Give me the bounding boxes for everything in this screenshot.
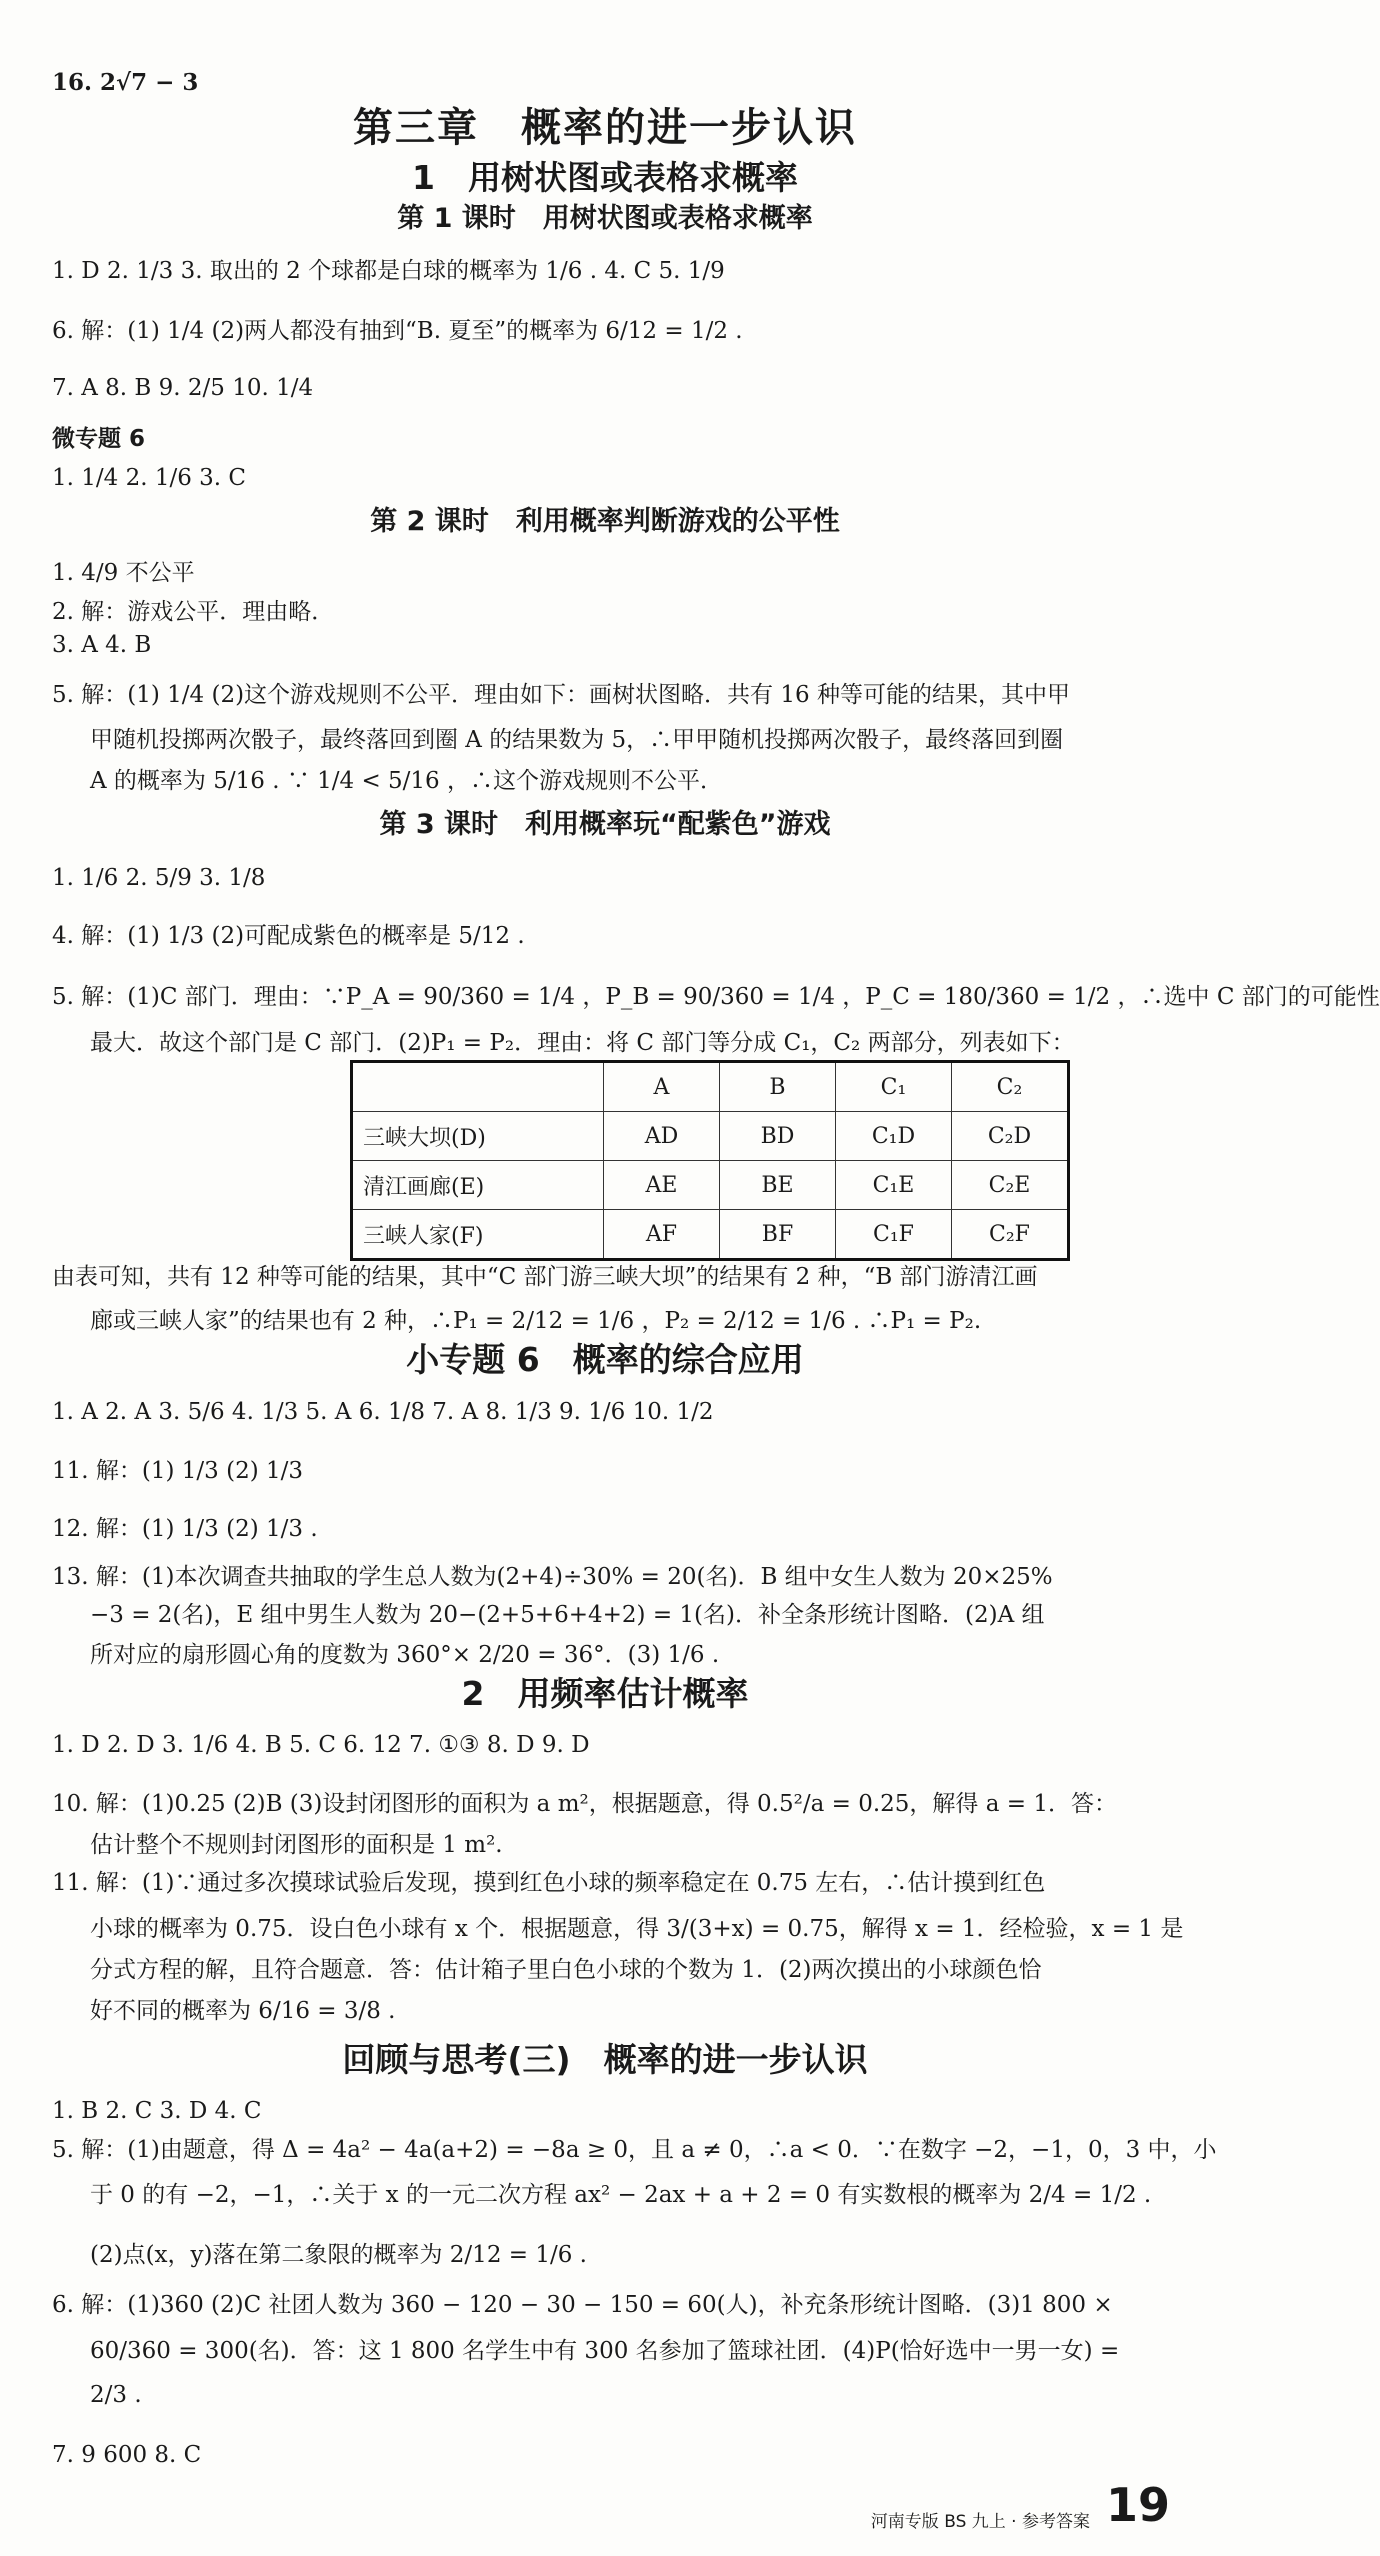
- topic-title: 小专题 6 概率的综合应用: [406, 1340, 804, 1379]
- table-row: [352, 1161, 1069, 1210]
- table-cell: 三峡大坝(D): [352, 1112, 604, 1161]
- answer-line: 11. 解：(1)∵通过多次摸球试验后发现，摸到红色小球的频率稳定在 0.75 左右，∴估计摸到红色: [52, 1870, 1046, 1896]
- chapter-title: 第三章 概率的进一步认识: [353, 105, 857, 151]
- answer-line: 5. 解：(1) 1/4 (2)这个游戏规则不公平．理由如下：画树状图略．共有 16 种等可能的结果，其中甲: [52, 682, 1070, 708]
- table-cell: A: [604, 1062, 720, 1112]
- answer-line: 5. 解：(1)C 部门．理由：∵P_A = 90/360 = 1/4 ，P_B = 90/360 = 1/4 ，P_C = 180/360 = 1/2 ，∴选中 C 部门的可能性: [52, 984, 1380, 1010]
- answer-line: 最大．故这个部门是 C 部门．(2)P₁ = P₂．理由：将 C 部门等分成 C₁，C₂ 两部分，列表如下：: [90, 1030, 1075, 1056]
- answer-line: 小球的概率为 0.75．设白色小球有 x 个．根据题意，得 3/(3+x) = 0.75，解得 x = 1．经检验，x = 1 是: [90, 1916, 1184, 1942]
- answer-line: (2)点(x，y)落在第二象限的概率为 2/12 = 1/6 .: [90, 2242, 587, 2268]
- table-cell: C₁: [836, 1062, 952, 1112]
- answer-line: 1. D 2. D 3. 1/6 4. B 5. C 6. 12 7. ①③ 8. D 9. D: [52, 1732, 590, 1758]
- table-cell: C₂D: [952, 1112, 1069, 1161]
- answer-line: −3 = 2(名)，E 组中男生人数为 20−(2+5+6+4+2) = 1(名)．补全条形统计图略．(2)A 组: [90, 1602, 1045, 1628]
- table-cell: C₁E: [836, 1161, 952, 1210]
- table-row: [352, 1062, 1069, 1112]
- answer-line: 1. 1/4 2. 1/6 3. C: [52, 465, 247, 491]
- table-cell: C₂E: [952, 1161, 1069, 1210]
- lesson-title: 第 1 课时 用树状图或表格求概率: [397, 203, 813, 234]
- answer-line: 分式方程的解，且符合题意．答：估计箱子里白色小球的个数为 1．(2)两次摸出的小球颜色恰: [90, 1957, 1042, 1983]
- page-number: 19: [1105, 2478, 1170, 2532]
- answer-line: A 的概率为 5/16 . ∵ 1/4 < 5/16 ，∴这个游戏规则不公平．: [90, 768, 723, 794]
- table-cell: BE: [720, 1161, 836, 1210]
- table-row: [352, 1112, 1069, 1161]
- answer-line: 1. B 2. C 3. D 4. C: [52, 2098, 262, 2124]
- answer-line: 12. 解：(1) 1/3 (2) 1/3 .: [52, 1516, 318, 1542]
- answer-line: 由表可知，共有 12 种等可能的结果，其中“C 部门游三峡大坝”的结果有 2 种，“B 部门游清江画: [52, 1264, 1038, 1290]
- table-cell: [352, 1062, 604, 1112]
- answer-line: 3. A 4. B: [52, 632, 152, 658]
- answer-line: 16. 2√7 − 3: [52, 69, 199, 96]
- answer-line: 2/3 .: [90, 2382, 142, 2408]
- pairing-table: [350, 1060, 1070, 1261]
- answer-line: 4. 解：(1) 1/3 (2)可配成紫色的概率是 5/12 .: [52, 923, 525, 949]
- answer-line: 1. 4/9 不公平: [52, 560, 195, 586]
- section-title: 1 用树状图或表格求概率: [412, 158, 798, 197]
- answer-line: 于 0 的有 −2，−1，∴关于 x 的一元二次方程 ax² − 2ax + a + 2 = 0 有实数根的概率为 2/4 = 1/2 .: [90, 2182, 1152, 2208]
- footer-text: 河南专版 BS 九上 · 参考答案: [870, 2512, 1090, 2532]
- answer-line: 10. 解：(1)0.25 (2)B (3)设封闭图形的面积为 a m²，根据题意，得 0.5²/a = 0.25，解得 a = 1．答：: [52, 1791, 1117, 1817]
- table-cell: C₁D: [836, 1112, 952, 1161]
- lesson-title: 第 3 课时 利用概率玩“配紫色”游戏: [379, 809, 831, 840]
- answer-line: 廊或三峡人家”的结果也有 2 种，∴P₁ = 2/12 = 1/6 ，P₂ = 2/12 = 1/6 . ∴P₁ = P₂.: [90, 1308, 982, 1334]
- answer-line: 7. 9 600 8. C: [52, 2442, 202, 2468]
- answer-line: 1. D 2. 1/3 3. 取出的 2 个球都是白球的概率为 1/6 . 4. C 5. 1/9: [52, 258, 725, 284]
- table-cell: 三峡人家(F): [352, 1210, 604, 1260]
- answer-line: 好不同的概率为 6/16 = 3/8 .: [90, 1998, 396, 2024]
- section-title: 2 用频率估计概率: [461, 1674, 749, 1713]
- answer-line: 估计整个不规则封闭图形的面积是 1 m².: [90, 1832, 503, 1858]
- table-cell: AF: [604, 1210, 720, 1260]
- answer-line: 1. 1/6 2. 5/9 3. 1/8: [52, 865, 266, 891]
- table-cell: 清江画廊(E): [352, 1161, 604, 1210]
- answer-line: 甲随机投掷两次骰子，最终落回到圈 A 的结果数为 5，∴甲甲随机投掷两次骰子，最终落回到圈: [90, 727, 1064, 753]
- table-row: [352, 1210, 1069, 1260]
- review-title: 回顾与思考(三) 概率的进一步认识: [342, 2040, 868, 2079]
- table-cell: C₂: [952, 1062, 1069, 1112]
- answer-line: 所对应的扇形圆心角的度数为 360°× 2/20 = 36°．(3) 1/6 .: [90, 1642, 720, 1668]
- answer-line: 6. 解：(1) 1/4 (2)两人都没有抽到“B. 夏至”的概率为 6/12 = 1/2 .: [52, 318, 743, 344]
- answer-line: 5. 解：(1)由题意，得 Δ = 4a² − 4a(a+2) = −8a ≥ 0，且 a ≠ 0，∴a < 0．∵在数字 −2，−1，0，3 中，小: [52, 2137, 1217, 2163]
- answer-line: 2. 解：游戏公平．理由略．: [52, 599, 335, 625]
- micro-topic-title: 微专题 6: [52, 426, 146, 452]
- lesson-title: 第 2 课时 利用概率判断游戏的公平性: [370, 506, 840, 537]
- table-cell: C₁F: [836, 1210, 952, 1260]
- table-cell: BF: [720, 1210, 836, 1260]
- answer-line: 60/360 = 300(名)．答：这 1 800 名学生中有 300 名参加了篮球社团．(4)P(恰好选中一男一女) =: [90, 2338, 1120, 2364]
- answer-line: 7. A 8. B 9. 2/5 10. 1/4: [52, 375, 314, 401]
- answer-line: 11. 解：(1) 1/3 (2) 1/3: [52, 1458, 304, 1484]
- table-cell: AD: [604, 1112, 720, 1161]
- answer-line: 6. 解：(1)360 (2)C 社团人数为 360 − 120 − 30 − 150 = 60(人)，补充条形统计图略．(3)1 800 ×: [52, 2292, 1113, 2318]
- table-cell: C₂F: [952, 1210, 1069, 1260]
- answer-line: 1. A 2. A 3. 5/6 4. 1/3 5. A 6. 1/8 7. A 8. 1/3 9. 1/6 10. 1/2: [52, 1399, 714, 1425]
- table-cell: B: [720, 1062, 836, 1112]
- answer-line: 13. 解：(1)本次调查共抽取的学生总人数为(2+4)÷30% = 20(名)．B 组中女生人数为 20×25%: [52, 1564, 1053, 1590]
- table-cell: BD: [720, 1112, 836, 1161]
- table-cell: AE: [604, 1161, 720, 1210]
